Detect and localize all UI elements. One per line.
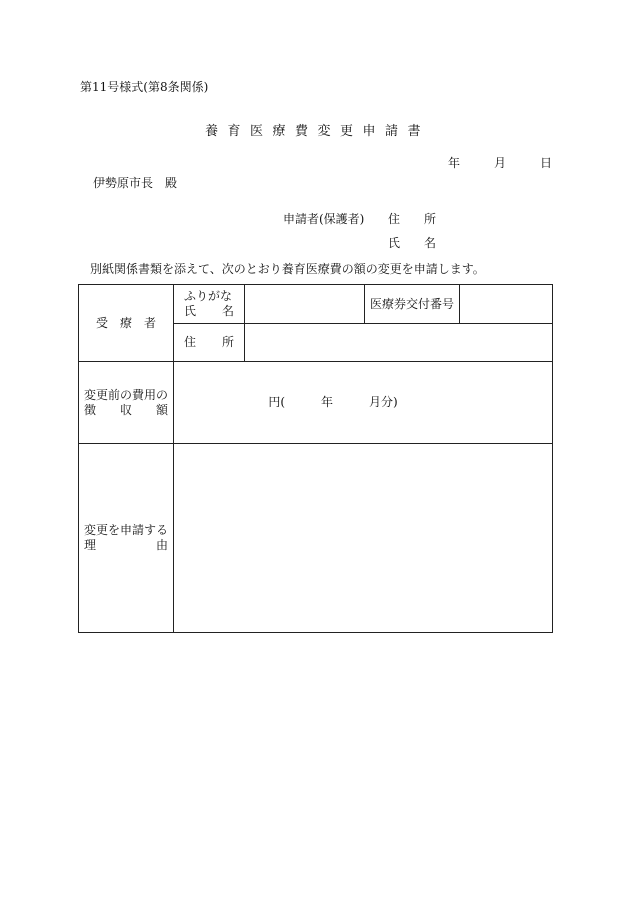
cert-no-label-cell <box>365 285 460 324</box>
patient-name-field[interactable] <box>245 285 365 324</box>
date-month: 月 <box>494 156 507 170</box>
address-label: 住 所 <box>184 335 234 349</box>
date-day: 日 <box>540 156 553 170</box>
fee-label-line2: 徴 収 額 <box>84 402 169 417</box>
reason-label-line2: 理 由 <box>84 538 169 552</box>
name-label: 氏 名 <box>184 304 234 318</box>
fee-label-line1: 変更前の費用の <box>84 387 169 402</box>
patient-label-cell <box>79 285 174 362</box>
furigana-label: ふりがな <box>184 289 233 303</box>
reason-label-line1: 変更を申請する <box>84 523 169 537</box>
fee-value: 円( 年 月分) <box>268 395 398 409</box>
patient-label: 受 療 者 <box>95 315 156 330</box>
cert-no-label: 医療券交付番号 <box>369 296 454 311</box>
page-title: 養育医療費変更申請書 <box>205 124 431 139</box>
cert-no-field[interactable] <box>460 285 553 324</box>
date-year: 年 <box>448 156 461 170</box>
intro-text: 別紙関係書類を添えて、次のとおり養育医療費の額の変更を申請します。 <box>90 262 485 276</box>
furigana-name-label-cell <box>174 285 245 324</box>
form-number: 第11号様式(第8条関係) <box>80 80 209 94</box>
patient-address-field[interactable] <box>245 324 553 362</box>
reason-field[interactable] <box>174 444 553 633</box>
fee-label-cell <box>79 362 174 444</box>
fee-value-field[interactable] <box>174 362 553 444</box>
address-label-cell <box>174 324 245 362</box>
addressee: 伊勢原市長 殿 <box>93 176 178 190</box>
applicant-label: 申請者(保護者) <box>283 212 365 226</box>
applicant-name-label: 氏 名 <box>388 236 437 250</box>
applicant-address-label: 住 所 <box>388 212 437 226</box>
application-table <box>78 284 553 633</box>
reason-label-cell <box>79 444 174 633</box>
